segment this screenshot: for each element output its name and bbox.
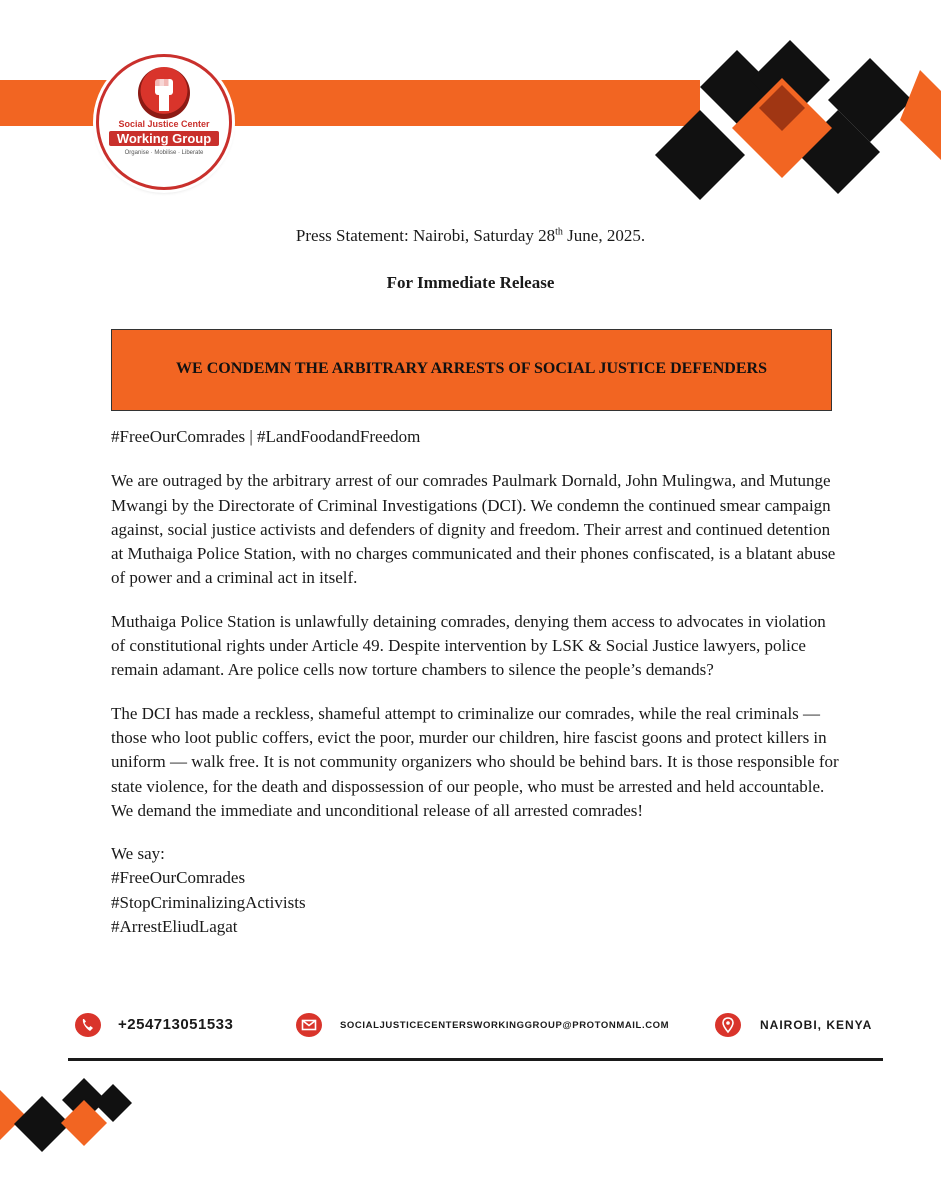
diamond-black-4 [655,110,745,200]
hashtags-line: #FreeOurComrades | #LandFoodandFreedom [111,427,421,446]
logo-tagline: Organise · Mobilise · Liberate [124,150,204,156]
hashtag-2: #StopCriminalizingActivists [111,892,306,912]
hashtag-1: #FreeOurComrades [111,868,246,888]
paragraph-1: We are outraged by the arbitrary arrest of our comrades Paulmark Dornald, John Mulingwa, and Mutunge Mwangi by the Directorate of Criminal Investigations (DCI). We condemn the continued smear campaign against, social justice activists and defenders of dignity and freedom. Their arrest and continued detention at Muthaiga Police Station, with no charges communicated and their phones confiscated, is a blatant abuse of power and a criminal act in itself. [111,471,836,588]
press-line-rest: June, 2025. [562,226,646,245]
paragraph-2: Muthaiga Police Station is unlawfully detaining comrades, denying them access to advocates in violation of constitutional rights under Article 49. Despite intervention by LSK & Social Justice lawyers, police remain adamant. Are police cells now torture chambers to silence the people’s demands? [111,611,826,680]
email-address: SOCIALJUSTICECENTERSWORKINGGROUP@PROTONMAIL.COM [340,1020,670,1031]
press-statement-line [0,226,941,246]
statement-body [111,425,841,939]
headline-banner [111,329,832,411]
diamond-orange-3 [0,1090,25,1140]
release-label: For Immediate Release [386,273,555,292]
raised-fist-icon [138,67,190,119]
organization-logo [96,54,232,190]
contact-bar [0,1010,941,1040]
press-line-prefix: Press Statement: Nairobi, Saturday 28 [295,226,556,245]
paragraph-3: The DCI has made a reckless, shameful attempt to criminalize our comrades, while the real criminals — those who loot public coffers, evict the poor, murder our children, hire fascist goons and protect killers in uniform — walk free. It is not community organizers who should be behind bars. It is those responsible for state violence, for the death and dispossession of our people, who must be arrested and held accountable. We demand the immediate and unconditional release of all arrested comrades! [111,703,839,820]
phone-icon [75,1013,101,1037]
location-pin-icon [715,1013,741,1037]
mail-icon [296,1013,322,1037]
footer-divider [68,1058,883,1061]
we-say-label: We say: [111,844,165,864]
headline-text: WE CONDEMN THE ARBITRARY ARRESTS OF SOCIAL JUSTICE DEFENDERS [176,360,767,377]
hashtag-3: #ArrestEliudLagat [111,917,238,937]
logo-text-main: Working Group [109,131,219,146]
diamond-orange-2 [900,70,941,160]
diamond-black-6 [14,1096,70,1152]
logo-text-top: Social Justice Center [118,119,210,129]
location-text: NAIROBI, KENYA [760,1018,873,1032]
phone-number: +254713051533 [118,1016,234,1033]
press-line-ordinal: th [555,226,563,238]
